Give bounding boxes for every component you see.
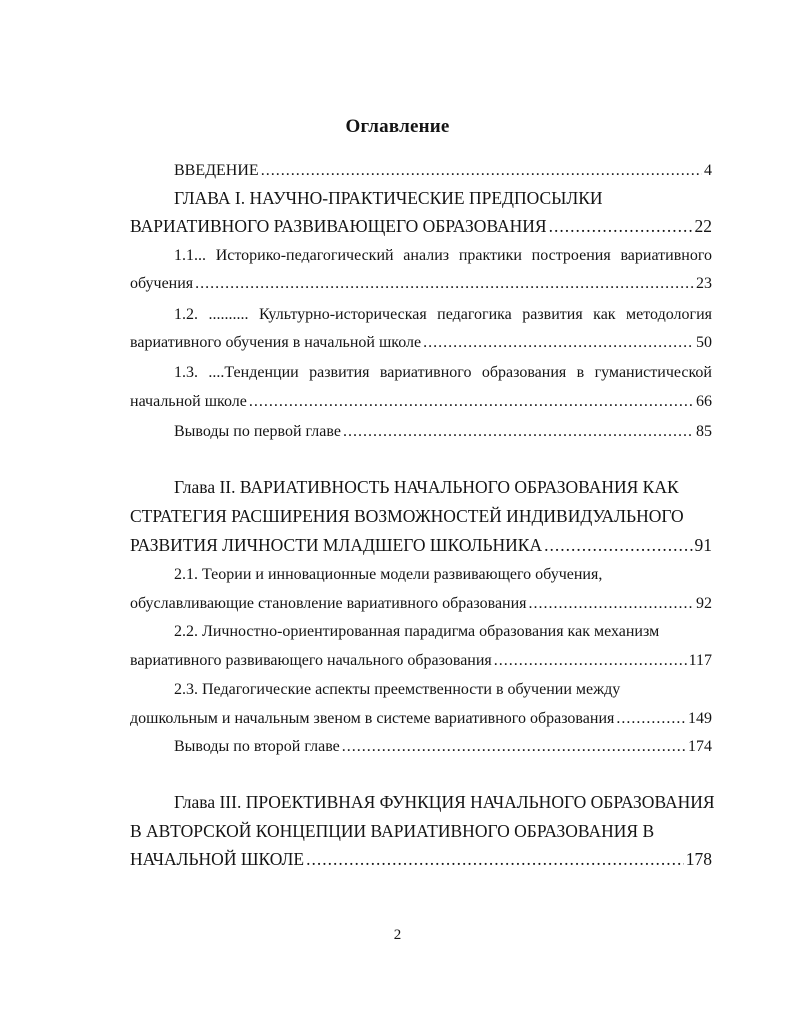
toc-chapter-3-line-1[interactable]: Глава III. ПРОЕКТИВНАЯ ФУНКЦИЯ НАЧАЛЬНОГО ОБРАЗОВАНИЯ bbox=[174, 792, 715, 812]
toc-entry-text: НАЧАЛЬНОЙ ШКОЛЕ bbox=[130, 849, 305, 869]
toc-entry-text: дошкольным и начальным звеном в системе вариативного образования bbox=[130, 710, 615, 727]
toc-entry-text: обучения bbox=[130, 275, 194, 292]
toc-page-number: 23 bbox=[696, 275, 712, 292]
toc-entry-text: Выводы по второй главе bbox=[174, 738, 340, 755]
dot-leader bbox=[249, 391, 694, 413]
toc-page-number: 22 bbox=[694, 216, 712, 236]
dot-leader bbox=[529, 593, 694, 615]
toc-page-number: 66 bbox=[696, 393, 712, 410]
toc-chapter-3-line-2[interactable]: В АВТОРСКОЙ КОНЦЕПЦИИ ВАРИАТИВНОГО ОБРАЗОВАНИЯ В bbox=[130, 821, 655, 841]
dot-leader bbox=[494, 650, 687, 672]
toc-section-2-3-line-1[interactable]: 2.3. Педагогические аспекты преемственности в обучении между bbox=[174, 681, 621, 698]
toc-conclusions-chapter-2[interactable] bbox=[174, 736, 712, 758]
toc-entry-text: начальной школе bbox=[130, 393, 247, 410]
toc-section-1-1-line-1[interactable]: 1.1... Историко-педагогический анализ практики построения вариативного bbox=[174, 247, 712, 264]
toc-page-number: 149 bbox=[688, 710, 712, 727]
dot-leader bbox=[544, 534, 692, 556]
toc-section-1-3-line-1[interactable]: 1.3. ....Тенденции развития вариативного образования в гуманистической bbox=[174, 364, 712, 381]
toc-page-number: 178 bbox=[685, 849, 712, 869]
toc-entry-text: вариативного развивающего начального образования bbox=[130, 652, 492, 669]
toc-section-2-1-line-1[interactable]: 2.1. Теории и инновационные модели развивающего обучения, bbox=[174, 566, 603, 583]
dot-leader bbox=[342, 736, 686, 758]
toc-section-1-2-line-2[interactable] bbox=[130, 332, 712, 354]
toc-page-number: 117 bbox=[688, 652, 712, 669]
toc-chapter-3-line-3[interactable] bbox=[130, 848, 712, 870]
dot-leader bbox=[423, 332, 694, 354]
toc-chapter-2-line-1[interactable]: Глава II. ВАРИАТИВНОСТЬ НАЧАЛЬНОГО ОБРАЗОВАНИЯ КАК bbox=[174, 477, 679, 497]
dot-leader bbox=[195, 273, 694, 295]
toc-chapter-2-line-3[interactable] bbox=[130, 534, 712, 556]
toc-chapter-1-line-1[interactable]: ГЛАВА I. НАУЧНО-ПРАКТИЧЕСКИЕ ПРЕДПОСЫЛКИ bbox=[174, 188, 603, 208]
toc-conclusions-chapter-1[interactable] bbox=[174, 421, 712, 443]
toc-page-number: 4 bbox=[704, 162, 712, 179]
toc-section-2-2-line-1[interactable]: 2.2. Личностно-ориентированная парадигма образования как механизм bbox=[174, 623, 660, 640]
toc-entry-text: РАЗВИТИЯ ЛИЧНОСТИ МЛАДШЕГО ШКОЛЬНИКА bbox=[130, 535, 543, 555]
toc-page-number: 85 bbox=[696, 423, 712, 440]
toc-section-1-2-line-1[interactable]: 1.2. .......... Культурно-историческая педагогика развития как методология bbox=[174, 306, 712, 323]
dot-leader bbox=[616, 708, 686, 730]
toc-section-1-1-line-2[interactable] bbox=[130, 273, 712, 295]
toc-entry-text: обуславливающие становление вариативного образования bbox=[130, 595, 527, 612]
toc-section-2-3-line-2[interactable] bbox=[130, 708, 712, 730]
toc-page-number: 91 bbox=[694, 535, 712, 555]
dot-leader bbox=[343, 421, 694, 443]
dot-leader bbox=[261, 160, 702, 182]
toc-entry-text: ВВЕДЕНИЕ bbox=[174, 162, 259, 179]
dot-leader bbox=[306, 848, 684, 870]
page-title: Оглавление bbox=[345, 116, 450, 137]
toc-entry-introduction[interactable] bbox=[174, 160, 712, 182]
toc-section-1-3-line-2[interactable] bbox=[130, 391, 712, 413]
toc-section-2-2-line-2[interactable] bbox=[130, 650, 712, 672]
toc-page-number: 50 bbox=[696, 334, 712, 351]
toc-entry-text: вариативного обучения в начальной школе bbox=[130, 334, 422, 351]
toc-chapter-2-line-2[interactable]: СТРАТЕГИЯ РАСШИРЕНИЯ ВОЗМОЖНОСТЕЙ ИНДИВИДУАЛЬНОГО bbox=[130, 506, 684, 526]
dot-leader bbox=[549, 215, 693, 237]
toc-entry-text: Выводы по первой главе bbox=[174, 423, 341, 440]
toc-section-2-1-line-2[interactable] bbox=[130, 593, 712, 615]
toc-page-number: 174 bbox=[688, 738, 712, 755]
toc-entry-text: ВАРИАТИВНОГО РАЗВИВАЮЩЕГО ОБРАЗОВАНИЯ bbox=[130, 216, 547, 236]
toc-page-number: 92 bbox=[696, 595, 712, 612]
toc-chapter-1-line-2[interactable] bbox=[130, 215, 712, 237]
page-number: 2 bbox=[393, 927, 402, 943]
